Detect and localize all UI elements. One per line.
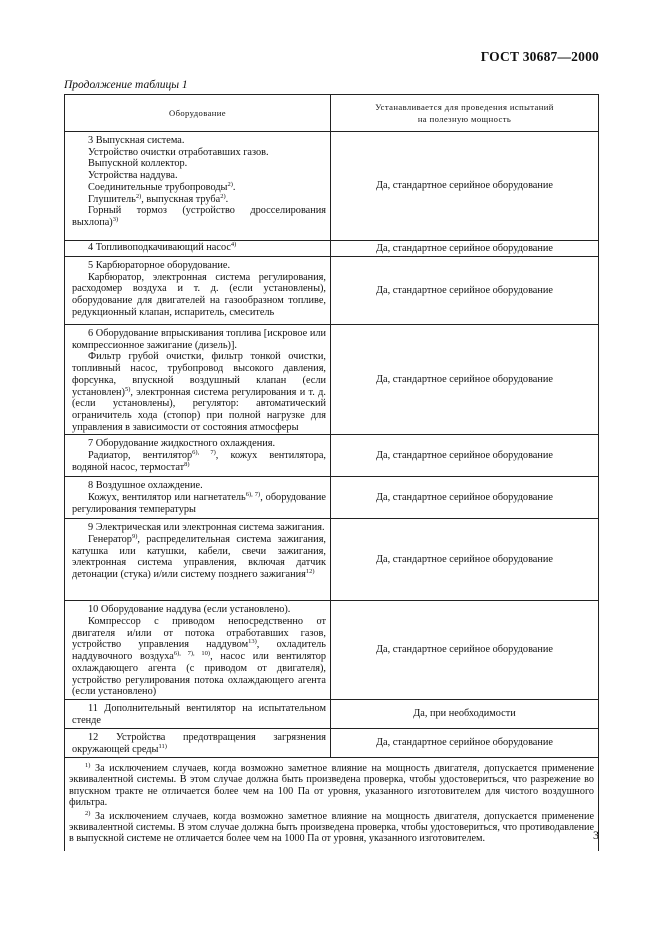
footnote: $^{2)}$ За исключением случаев, когда возможно заметное влияние на мощность двигателя, допускается применение эквивалентной системы. В этом случае должна быть произведена проверка, чтобы удостовериться, что противодавление в выпускной системе не отличается более чем на 1000 Па от уровня, указанного изготовителем.	[69, 809, 594, 845]
equipment-table	[64, 94, 599, 851]
equipment-cell: 9 Электрическая или электронная система зажигания. Генератор$^{9)}$, распределительная система зажигания, катушка или катушки, кабели, свечи зажигания, электронная система управления, включая датчик детонации (стука) и/или систему позднего зажигания$^{12)}$	[65, 519, 331, 601]
header-equipment: Оборудование	[65, 95, 331, 132]
status-cell: Да, стандартное серийное оборудование	[331, 477, 599, 519]
page-number: 3	[593, 828, 599, 842]
status-cell: Да, стандартное серийное оборудование	[331, 132, 599, 241]
table-row	[65, 325, 599, 435]
equipment-cell: 10 Оборудование наддува (если установлено). Компрессор с приводом непосредственно от двигателя и/или от потока отработавших газов, устройство управления наддувом$^{13)}$, охладитель наддувочного воздуха$^{6), 7), 10)}$, насос или вентилятор охлаждающего агента (с приводом от двигателя), устройство регулирования потока охлаждающего агента (если установлено)	[65, 601, 331, 700]
table-row	[65, 728, 599, 757]
standard-designation: ГОСТ 30687—2000	[480, 49, 599, 64]
table-row	[65, 477, 599, 519]
table-row	[65, 435, 599, 477]
status-cell: Да, стандартное серийное оборудование	[331, 435, 599, 477]
table-row	[65, 519, 599, 601]
status-cell: Да, стандартное серийное оборудование	[331, 257, 599, 325]
status-cell: Да, стандартное серийное оборудование	[331, 325, 599, 435]
status-cell: Да, стандартное серийное оборудование	[331, 519, 599, 601]
equipment-cell: 5 Карбюраторное оборудование. Карбюратор, электронная система регулирования, расходомер воздуха и т. д. (если установлены), оборудование для двигателей на газообразном топливе, редукционный клапан, испаритель, смеситель	[65, 257, 331, 325]
table-row	[65, 132, 599, 241]
status-cell: Да, стандартное серийное оборудование	[331, 241, 599, 257]
equipment-cell: 8 Воздушное охлаждение. Кожух, вентилятор или нагнетатель$^{6), 7)}$, оборудование регулирования температуры	[65, 477, 331, 519]
header-installed: Устанавливается для проведения испытаний на полезную мощность	[331, 95, 599, 132]
equipment-cell: 4 Топливоподкачивающий насос$^{4)}$	[65, 241, 331, 257]
equipment-cell: 11 Дополнительный вентилятор на испытательном стенде	[65, 699, 331, 728]
table-row	[65, 241, 599, 257]
table-header-row	[65, 95, 599, 132]
equipment-cell: 7 Оборудование жидкостного охлаждения. Радиатор, вентилятор$^{6), 7)}$, кожух вентилятора, водяной насос, термостат$^{8)}$	[65, 435, 331, 477]
table-row	[65, 699, 599, 728]
footnotes-row	[65, 757, 599, 850]
table-continuation-caption: Продолжение таблицы 1	[64, 79, 188, 91]
status-cell: Да, стандартное серийное оборудование	[331, 728, 599, 757]
equipment-cell: 12 Устройства предотвращения загрязнения окружающей среды$^{11)}$	[65, 728, 331, 757]
table-row	[65, 601, 599, 700]
table-row	[65, 257, 599, 325]
footnote: $^{1)}$ За исключением случаев, когда возможно заметное влияние на мощность двигателя, допускается применение эквивалентной системы. В этом случае должна быть произведена проверка, чтобы удостовериться, что разрежение во впускном тракте не отличается более чем на 100 Па от уровня, указанного изготовителем для чистого воздушного фильтра.	[69, 761, 594, 809]
footnotes-cell	[65, 757, 599, 850]
equipment-cell: 6 Оборудование впрыскивания топлива [искровое или компрессионное зажигание (дизель)]. Фильтр грубой очистки, фильтр тонкой очистки, топливный насос, трубопровод высокого давления, форсунка, впускной воздушный клапан (если установлен)$^{5)}$, электронная система регулирования и т. д. (если установлены), регулятор: автоматический ограничитель хода (стопор) при полной нагрузке для управления в зависимости от состояния атмосферы	[65, 325, 331, 435]
status-cell: Да, при необходимости	[331, 699, 599, 728]
equipment-cell: 3 Выпускная система. Устройство очистки отработавших газов. Выпускной коллектор. Устройства наддува. Соединительные трубопроводы$^{2)}$. Глушитель$^{2)}$, выпускная труба$^{2)}$. Горный тормоз (устройство дросселирования выхлопа)$^{3)}$	[65, 132, 331, 241]
status-cell: Да, стандартное серийное оборудование	[331, 601, 599, 700]
